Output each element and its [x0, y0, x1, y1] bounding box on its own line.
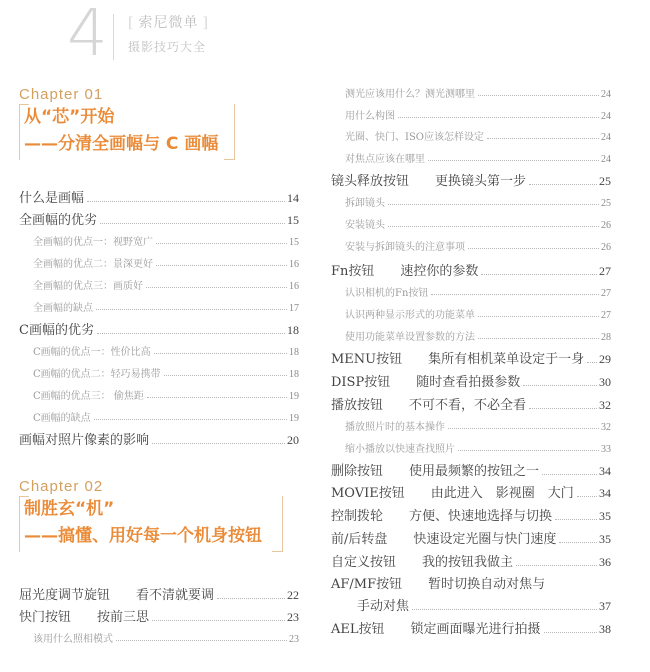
leader-dots — [529, 408, 597, 409]
toc-entry-title: 认识两种显示形式的功能菜单 — [345, 310, 475, 321]
toc-entry-page: 27 — [601, 288, 611, 299]
toc-entry-title: AEL按钮 锁定画面曝光进行拍摄 — [331, 622, 541, 637]
book-subtitle: 摄影技巧大全 — [128, 40, 207, 54]
toc-entry-title: 自定义按钮 我的按钮我做主 — [331, 555, 514, 570]
toc-entry[interactable] — [331, 347, 611, 367]
toc-entry-page: 16 — [289, 281, 299, 292]
book-title: [ 索尼微单 ] — [128, 12, 209, 32]
toc-entry-page: 30 — [599, 375, 611, 389]
toc-entry[interactable] — [345, 281, 611, 299]
chapter-1-title-box — [19, 104, 235, 160]
toc-entry-page: 20 — [287, 433, 299, 447]
toc-entry[interactable] — [33, 274, 299, 292]
toc-entry-title: 什么是画幅 — [19, 191, 85, 206]
toc-entry-title: 屈光度调节旋钮 看不清就要调 — [19, 588, 215, 603]
toc-entry-page: 28 — [601, 332, 611, 343]
leader-dots — [523, 385, 597, 386]
leader-dots — [388, 226, 599, 227]
toc-entry-title: 全画幅的缺点 — [33, 303, 93, 314]
leader-dots — [516, 565, 597, 566]
toc-entry[interactable] — [19, 186, 299, 206]
toc-entry[interactable] — [19, 208, 299, 228]
leader-dots — [458, 450, 599, 451]
toc-entry[interactable] — [33, 340, 299, 358]
toc-entry[interactable] — [331, 504, 611, 524]
toc-entry-title: 全画幅的优点三：画质好 — [33, 281, 143, 292]
toc-entry[interactable] — [345, 147, 611, 165]
toc-entry-page: 24 — [601, 89, 611, 100]
toc-entry[interactable] — [33, 406, 299, 424]
toc-entry-page: 24 — [601, 111, 611, 122]
toc-entry[interactable] — [19, 605, 299, 625]
toc-entry[interactable] — [331, 617, 611, 637]
toc-entry-title: AF/MF按钮 暂时切换自动对焦与 — [331, 577, 546, 592]
leader-dots — [478, 95, 599, 96]
leader-dots — [431, 294, 599, 295]
leader-dots — [152, 443, 285, 444]
toc-entry-page: 36 — [599, 555, 611, 569]
toc-entry-title: 播放照片时的基本操作 — [345, 422, 445, 433]
toc-entry-title: 使用功能菜单设置参数的方法 — [345, 332, 475, 343]
toc-entry-title: C画幅的优点二：轻巧易携带 — [33, 369, 161, 380]
toc-entry-title: 镜头释放按钮 更换镜头第一步 — [331, 174, 527, 189]
leader-dots — [146, 287, 287, 288]
toc-entry-page: 35 — [599, 509, 611, 523]
toc-entry-title: 控制拨轮 方便、快速地选择与切换 — [331, 509, 553, 524]
chapter-2-title-line-1: 制胜玄“机” — [24, 499, 115, 519]
leader-dots — [487, 138, 599, 139]
leader-dots — [412, 609, 597, 610]
toc-entry-page: 35 — [599, 532, 611, 546]
toc-entry-title: C画幅的优点一：性价比高 — [33, 347, 151, 358]
toc-entry-title: 认识相机的Fn按钮 — [345, 288, 429, 299]
leader-dots — [94, 419, 287, 420]
toc-entry[interactable] — [345, 104, 611, 122]
chapter-number: 4 — [67, 0, 108, 71]
toc-entry[interactable] — [345, 235, 611, 253]
toc-entry[interactable] — [33, 296, 299, 314]
toc-entry-title: 全画幅的优点一：视野宽广 — [33, 237, 153, 248]
toc-entry[interactable] — [33, 362, 299, 380]
toc-entry-title: 删除按钮 使用最频繁的按钮之一 — [331, 464, 540, 479]
toc-entry[interactable] — [33, 384, 299, 402]
toc-entry-page: 32 — [601, 422, 611, 433]
toc-entry-title: 快门按钮 按前三思 — [19, 610, 150, 625]
toc-entry-page: 33 — [601, 444, 611, 455]
toc-entry-page: 18 — [289, 369, 299, 380]
leader-dots — [116, 640, 287, 641]
leader-dots — [448, 428, 599, 429]
chapter-2-title-box — [19, 496, 283, 552]
corner-mark — [272, 551, 282, 552]
toc-entry-page: 18 — [287, 323, 299, 337]
toc-entry[interactable] — [345, 325, 611, 343]
toc-entry-title: MOVIE按钮 由此进入 影视圈 大门 — [331, 486, 574, 501]
toc-entry[interactable] — [345, 415, 611, 433]
toc-entry[interactable] — [33, 230, 299, 248]
toc-entry-title: C画幅的优点三： 偷焦距 — [33, 391, 144, 402]
toc-entry[interactable] — [345, 125, 611, 143]
toc-entry-title: 画幅对照片像素的影响 — [19, 433, 150, 448]
toc-entry-page: 27 — [601, 310, 611, 321]
toc-entry-page: 25 — [601, 198, 611, 209]
toc-entry-title: 手动对焦 — [331, 599, 410, 614]
toc-entry-page: 24 — [601, 132, 611, 143]
toc-entry[interactable] — [331, 572, 611, 592]
toc-entry-title: 安装镜头 — [345, 220, 385, 231]
leader-dots — [97, 333, 285, 334]
toc-entry[interactable] — [331, 169, 611, 189]
leader-dots — [577, 496, 597, 497]
toc-entry-title: 测光应该用什么？测光测哪里 — [345, 89, 475, 100]
toc-entry-page: 15 — [287, 213, 299, 227]
toc-entry-page: 25 — [599, 174, 611, 188]
toc-entry-page: 27 — [599, 264, 611, 278]
toc-entry-page: 34 — [599, 486, 611, 500]
toc-entry-title: 前/后转盘 快速设定光圈与快门速度 — [331, 532, 557, 547]
toc-entry-page: 34 — [599, 464, 611, 478]
leader-dots — [481, 274, 597, 275]
toc-entry[interactable] — [331, 370, 611, 390]
toc-entry[interactable] — [331, 259, 611, 279]
toc-entry-page: 22 — [287, 588, 299, 602]
toc-entry[interactable] — [331, 459, 611, 479]
toc-entry-title: 安装与拆卸镜头的注意事项 — [345, 242, 465, 253]
toc-entry-title: 用什么构图 — [345, 111, 395, 122]
toc-entry-page: 32 — [599, 398, 611, 412]
toc-entry[interactable] — [345, 191, 611, 209]
toc-entry-title: MENU按钮 集所有相机菜单设定于一身 — [331, 352, 585, 367]
leader-dots — [478, 338, 599, 339]
toc-entry-page: 23 — [289, 634, 299, 645]
leader-dots — [468, 248, 599, 249]
toc-entry[interactable] — [345, 213, 611, 231]
chapter-1-title-line-1: 从“芯”开始 — [24, 107, 115, 127]
toc-entry[interactable] — [19, 428, 299, 448]
leader-dots — [544, 632, 597, 633]
corner-mark — [19, 104, 29, 105]
chapter-2-label: Chapter 02 — [19, 478, 104, 495]
toc-entry-page: 37 — [599, 599, 611, 613]
toc-entry-title: 全画幅的优劣 — [19, 213, 98, 228]
chapter-1-title-line-2: ——分清全画幅与 C 画幅 — [24, 134, 219, 155]
toc-entry-title: C画幅的缺点 — [33, 413, 91, 424]
corner-mark — [19, 496, 29, 497]
leader-dots — [428, 160, 599, 161]
toc-entry-page: 17 — [289, 303, 299, 314]
toc-entry-title: 全画幅的优点二：景深更好 — [33, 259, 153, 270]
toc-entry-page: 19 — [289, 413, 299, 424]
toc-entry[interactable] — [33, 627, 299, 645]
leader-dots — [587, 362, 597, 363]
chapter-1-label: Chapter 01 — [19, 86, 104, 103]
corner-mark — [224, 159, 234, 160]
toc-entry-page: 26 — [601, 220, 611, 231]
toc-entry-page: 26 — [601, 242, 611, 253]
leader-dots — [96, 309, 287, 310]
toc-entry-page: 15 — [289, 237, 299, 248]
toc-entry-title: 拆卸镜头 — [345, 198, 385, 209]
toc-entry-page: 29 — [599, 352, 611, 366]
toc-entry[interactable] — [345, 303, 611, 321]
toc-entry[interactable] — [33, 252, 299, 270]
leader-dots — [100, 223, 285, 224]
leader-dots — [156, 243, 287, 244]
toc-entry-page: 18 — [289, 347, 299, 358]
leader-dots — [152, 620, 285, 621]
toc-entry[interactable] — [345, 82, 611, 100]
leader-dots — [154, 353, 287, 354]
toc-entry[interactable] — [19, 318, 299, 338]
toc-entry-title: DISP按钮 随时查看拍摄参数 — [331, 375, 521, 390]
leader-dots — [156, 265, 287, 266]
toc-entry[interactable] — [331, 527, 611, 547]
toc-entry-title: 光圈、快门、ISO应该怎样设定 — [345, 132, 484, 143]
leader-dots — [388, 204, 599, 205]
leader-dots — [217, 598, 285, 599]
toc-entry[interactable] — [331, 550, 611, 570]
toc-entry-page: 24 — [601, 154, 611, 165]
leader-dots — [87, 201, 285, 202]
leader-dots — [147, 397, 287, 398]
toc-entry-title: 该用什么照相模式 — [33, 634, 113, 645]
chapter-2-title-line-2: ——搞懂、用好每一个机身按钮 — [24, 526, 262, 547]
toc-entry-title: 缩小播放以快速查找照片 — [345, 444, 455, 455]
leader-dots — [529, 184, 597, 185]
leader-dots — [542, 474, 597, 475]
toc-entry[interactable] — [345, 437, 611, 455]
toc-entry-page: 19 — [289, 391, 299, 402]
toc-entry-title: Fn按钮 速控你的参数 — [331, 264, 479, 279]
toc-entry[interactable] — [331, 393, 611, 413]
toc-entry-title: 播放按钮 不可不看，不必全看 — [331, 398, 527, 413]
toc-entry-page: 23 — [287, 610, 299, 624]
toc-entry[interactable] — [19, 583, 299, 603]
toc-entry-page: 16 — [289, 259, 299, 270]
toc-entry-title: C画幅的优劣 — [19, 323, 94, 338]
toc-entry-page: 14 — [287, 191, 299, 205]
toc-entry[interactable] — [331, 481, 611, 501]
leader-dots — [398, 117, 599, 118]
leader-dots — [555, 519, 597, 520]
toc-entry-title: 对焦点应该在哪里 — [345, 154, 425, 165]
leader-dots — [559, 542, 597, 543]
leader-dots — [478, 316, 599, 317]
toc-entry[interactable] — [331, 594, 611, 614]
leader-dots — [164, 375, 287, 376]
toc-entry-page: 38 — [599, 622, 611, 636]
header-divider — [113, 14, 114, 60]
